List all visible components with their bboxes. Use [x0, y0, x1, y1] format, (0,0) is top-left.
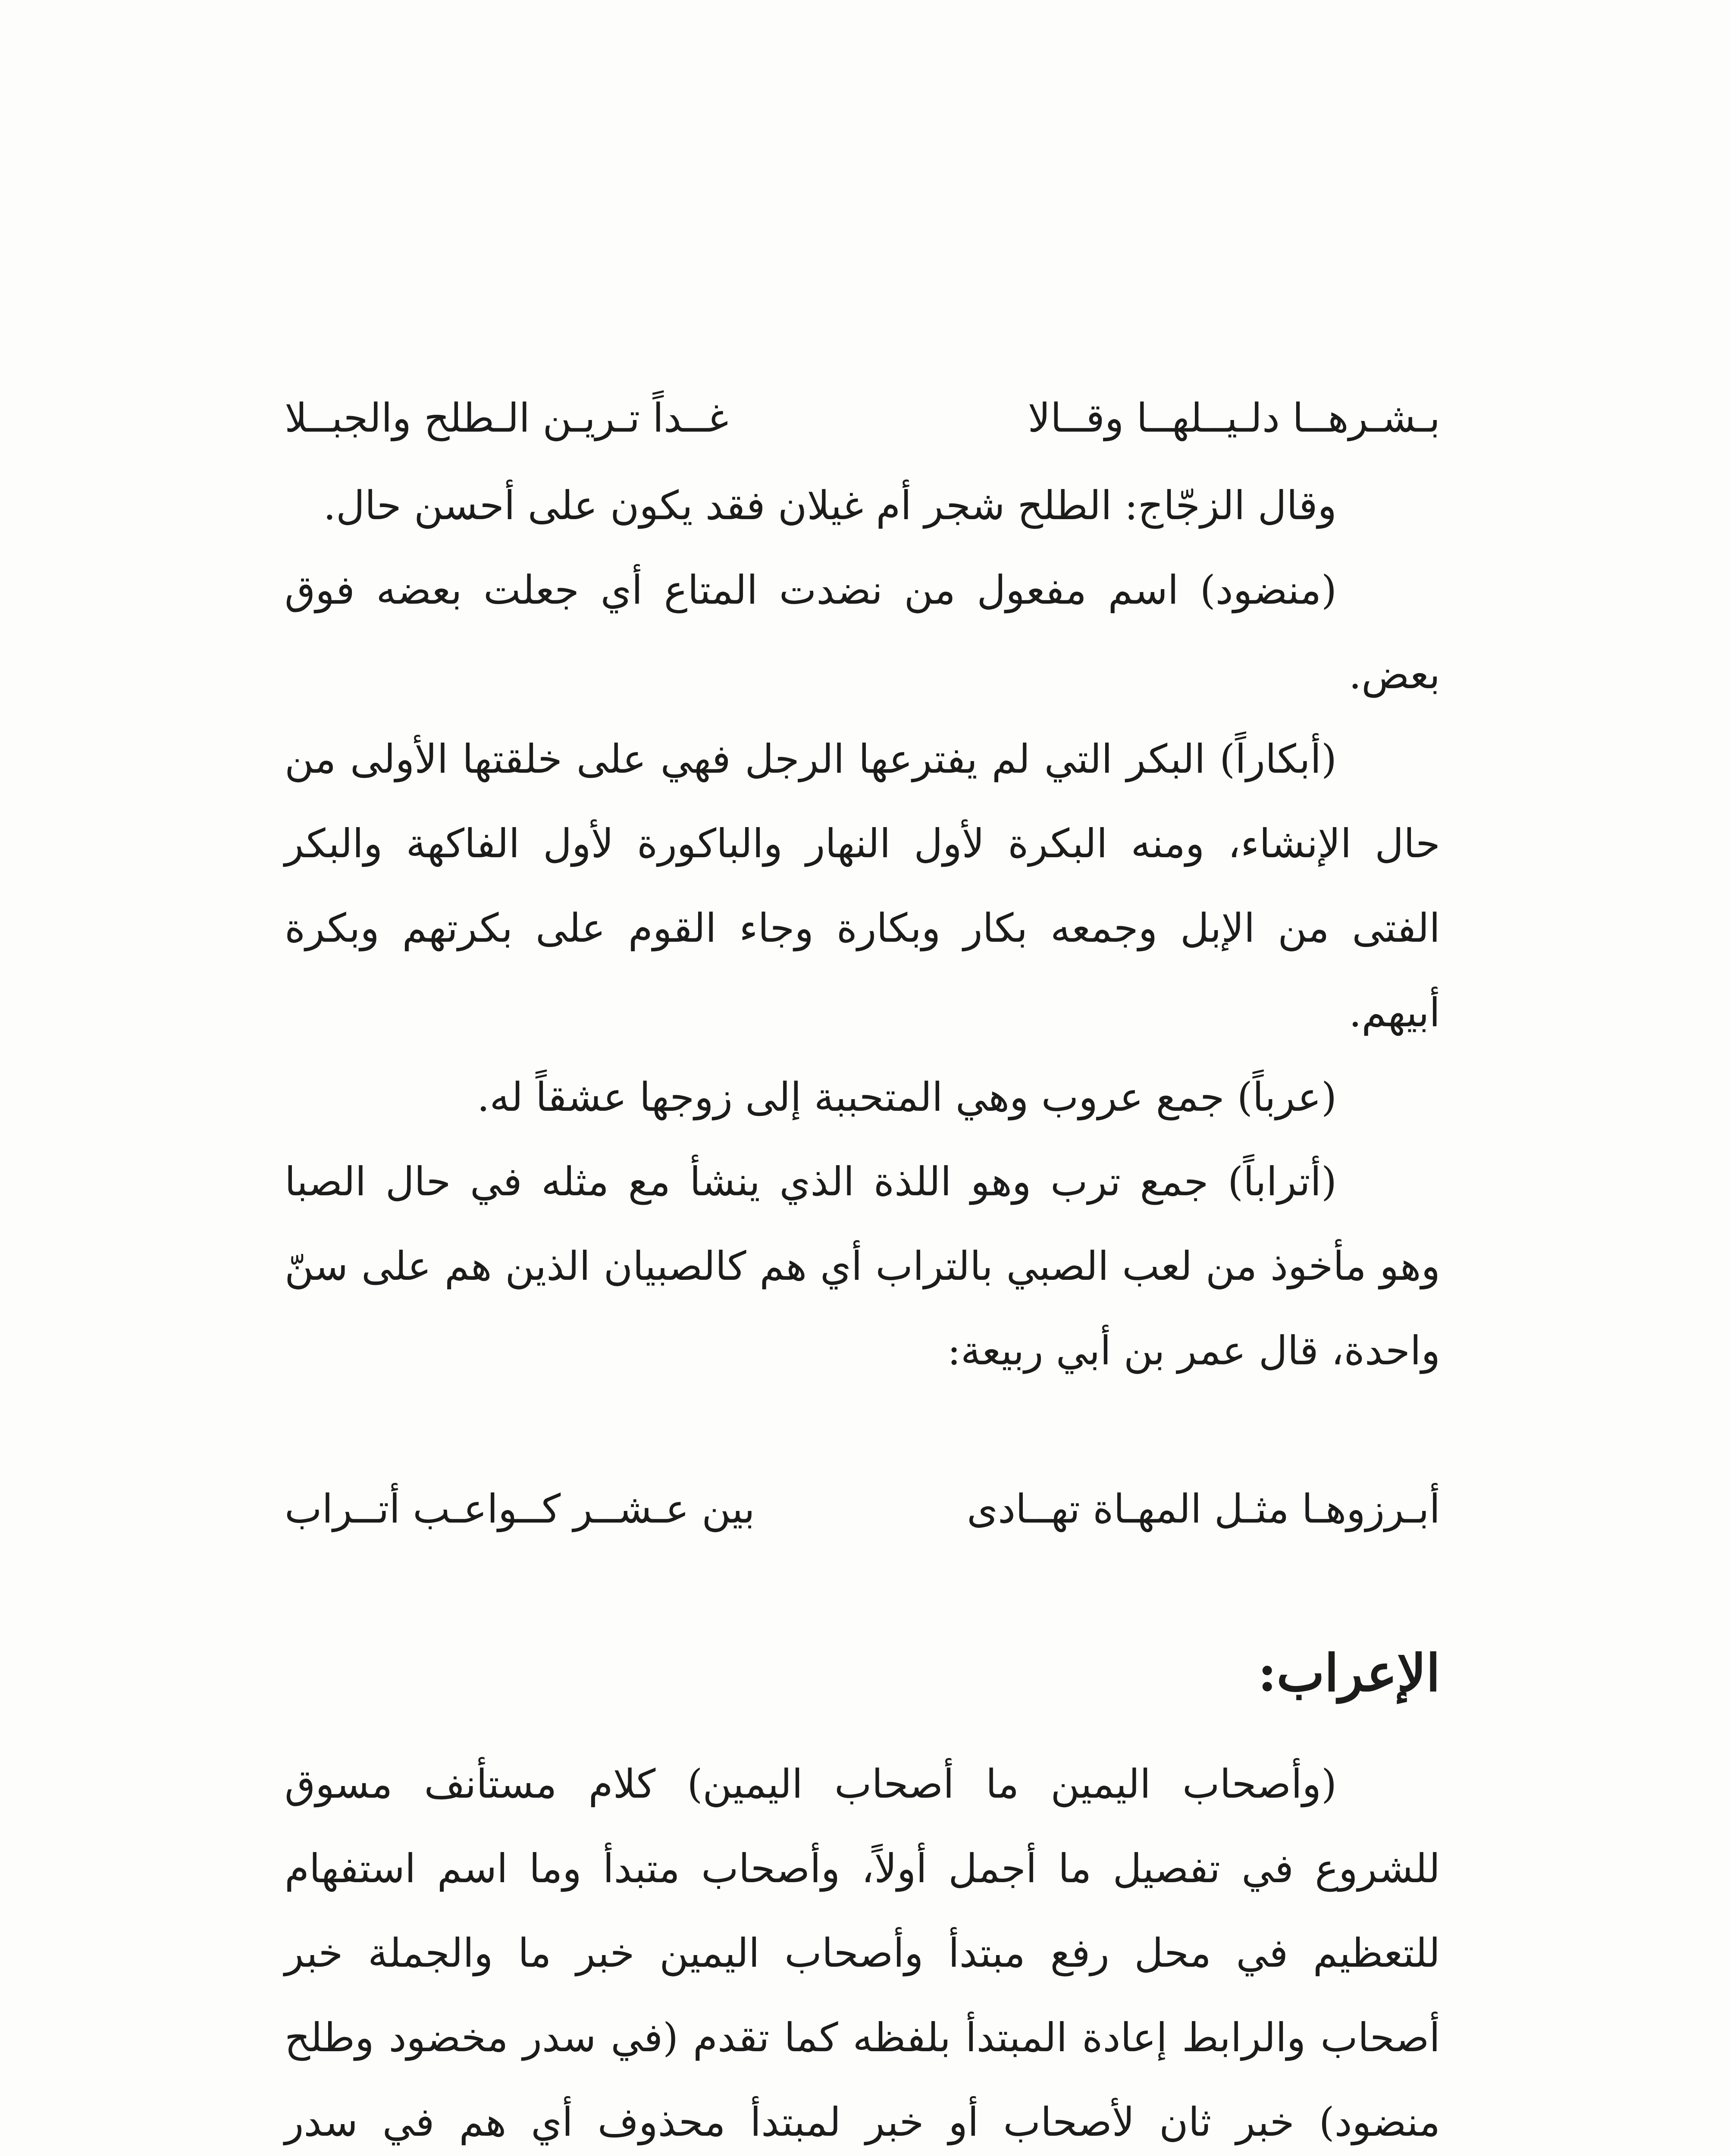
- paragraph-abkar: (أبكاراً) البكر التي لم يفترعها الرجل فهي على خلقتها الأولى من حال الإنشاء، ومنه البكرة لأول النهار والباكورة لأول الفاكهة والبكر الفتى من الإبل وجمعه بكار وبكارة وجاء القوم على بكرتهم وبكرة أبيهم.: [285, 736, 1440, 1036]
- paragraph-urub: (عرباً) جمع عروب وهي المتحببة إلى زوجها عشقاً له.: [477, 1074, 1337, 1120]
- upper-text-block: [285, 464, 1440, 1393]
- lower-text-block: [285, 1742, 1440, 2156]
- paragraph-mandud: (منضود) اسم مفعول من نضدت المتاع أي جعلت بعضه فوق بعض.: [285, 567, 1440, 698]
- poetry-verse-1: [285, 375, 1440, 461]
- verse-1-first-hemistich: بـشـرهــا دلـيــلهــا وقــالا: [1028, 395, 1440, 441]
- verse-2-second-hemistich: بين عـشــر كــواعـب أتــراب: [285, 1486, 755, 1532]
- verse-1-second-hemistich: غــداً تـريـن الـطلح والجبــلا: [285, 395, 729, 441]
- poetry-verse-2: [285, 1466, 1440, 1552]
- paragraph-zajjaj: وقال الزجّاج: الطلح شجر أم غيلان فقد يكون على أحسن حال.: [323, 483, 1337, 529]
- paragraph-irab: (وأصحاب اليمين ما أصحاب اليمين) كلام مستأنف مسوق للشروع في تفصيل ما أجمل أولاً، وأصحاب متبدأ وما اسم استفهام للتعظيم في محل رفع مبتدأ وأصحاب اليمين خبر ما والجملة خبر أصحاب والرابط إعادة المبتدأ بلفظه كما تقدم (في سدر مخضود وطلح منضود) خبر ثان لأصحاب أو خبر لمبتدأ محذوف أي هم في سدر: [285, 1761, 1440, 2145]
- section-heading: الإعراب:: [1257, 1643, 1440, 1703]
- paragraph-atrab: (أتراباً) جمع ترب وهو اللذة الذي ينشأ مع مثله في حال الصبا وهو مأخوذ من لعب الصبي بالتراب أي هم كالصبيان الذين هم على سنّ واحدة، قال عمر بن أبي ربيعة:: [285, 1159, 1440, 1374]
- verse-2-first-hemistich: أبـرزوهـا مثـل المهـاة تهــادى: [967, 1486, 1440, 1532]
